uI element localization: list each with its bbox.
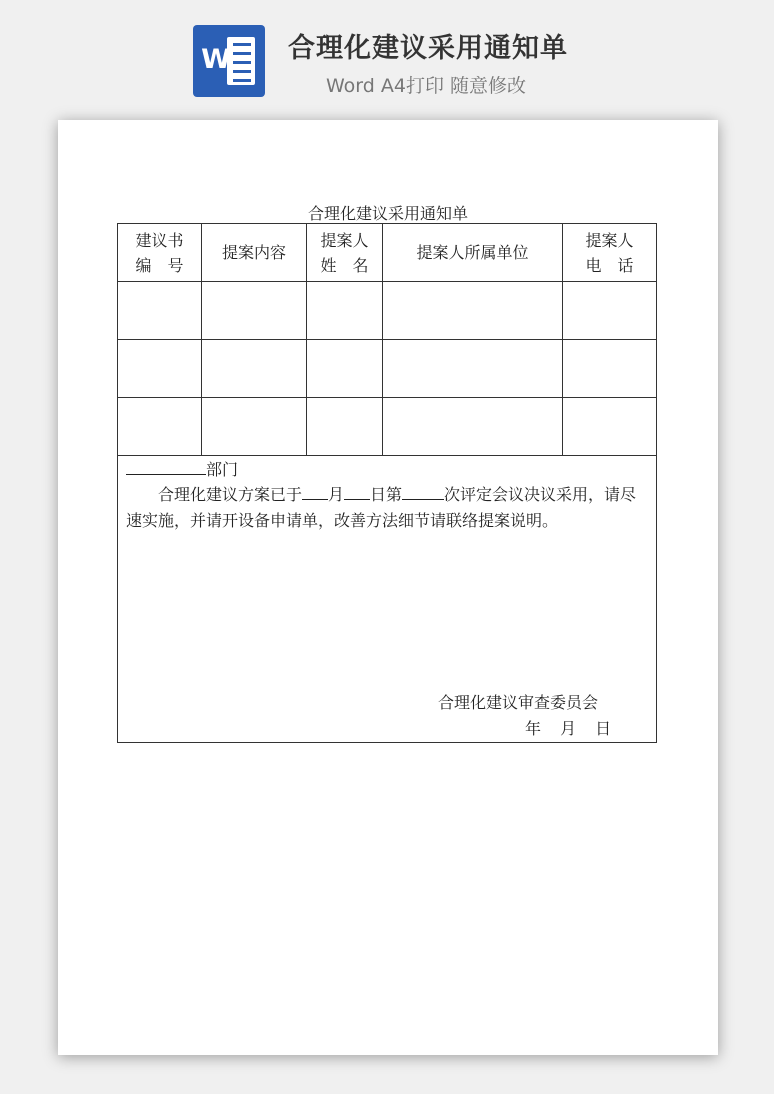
- department-label: 部门: [206, 460, 239, 479]
- header: [0, 0, 774, 118]
- table-row: [118, 282, 657, 340]
- table-cell[interactable]: [118, 282, 202, 340]
- table-row: [118, 340, 657, 398]
- table-cell[interactable]: [202, 398, 307, 456]
- table-cell[interactable]: [202, 340, 307, 398]
- header-proposer-phone: [563, 224, 657, 282]
- header-proposal-content: [202, 224, 307, 282]
- para-day: 日第: [370, 485, 403, 504]
- table-cell[interactable]: [563, 340, 657, 398]
- word-icon: [193, 25, 265, 97]
- header-label: 姓 名: [320, 255, 369, 275]
- form-caption: 合理化建议采用通知单: [307, 204, 468, 223]
- table-cell[interactable]: [307, 398, 383, 456]
- table-cell[interactable]: [383, 282, 563, 340]
- para-text-2: 次评定会议决议采用，请尽速实施，并请开设备申请单，改善方法细节请联络提案说明。: [126, 485, 637, 530]
- session-blank[interactable]: [402, 483, 444, 500]
- table-cell[interactable]: [383, 398, 563, 456]
- day-blank[interactable]: [344, 483, 370, 500]
- header-proposer-unit: [383, 224, 563, 282]
- table-cell[interactable]: [307, 340, 383, 398]
- table-cell[interactable]: [563, 398, 657, 456]
- table-cell[interactable]: [383, 340, 563, 398]
- para-text-1: 合理化建议方案已于: [158, 485, 303, 504]
- department-line: [126, 458, 238, 482]
- header-label: 电 话: [585, 255, 634, 275]
- month-blank[interactable]: [302, 483, 328, 500]
- header-label: 建议书: [135, 230, 184, 250]
- date-line: 年 月 日: [525, 719, 612, 738]
- table-cell[interactable]: [118, 340, 202, 398]
- document-page: [58, 120, 718, 1055]
- page-subtitle: Word A4打印 随意修改: [326, 75, 527, 97]
- notice-form-table: [117, 223, 657, 743]
- header-proposal-number: [118, 224, 202, 282]
- header-label: 提案人所属单位: [416, 243, 529, 262]
- notice-body-cell: [118, 456, 657, 743]
- notice-body-row: [118, 456, 657, 743]
- notice-paragraph: [126, 482, 650, 534]
- department-blank[interactable]: [126, 458, 206, 475]
- table-cell[interactable]: [563, 282, 657, 340]
- word-letter: W: [201, 44, 231, 75]
- header-label: 提案人: [320, 230, 369, 250]
- page-title: 合理化建议采用通知单: [288, 33, 568, 64]
- table-row: [118, 398, 657, 456]
- header-label: 提案人: [585, 230, 634, 250]
- para-month: 月: [328, 485, 345, 504]
- header-proposer-name: [307, 224, 383, 282]
- committee-signature: 合理化建议审查委员会: [438, 693, 599, 712]
- table-cell[interactable]: [118, 398, 202, 456]
- header-label: 编 号: [135, 255, 184, 275]
- table-cell[interactable]: [307, 282, 383, 340]
- header-label: 提案内容: [221, 243, 286, 262]
- table-cell[interactable]: [202, 282, 307, 340]
- table-header-row: [118, 224, 657, 282]
